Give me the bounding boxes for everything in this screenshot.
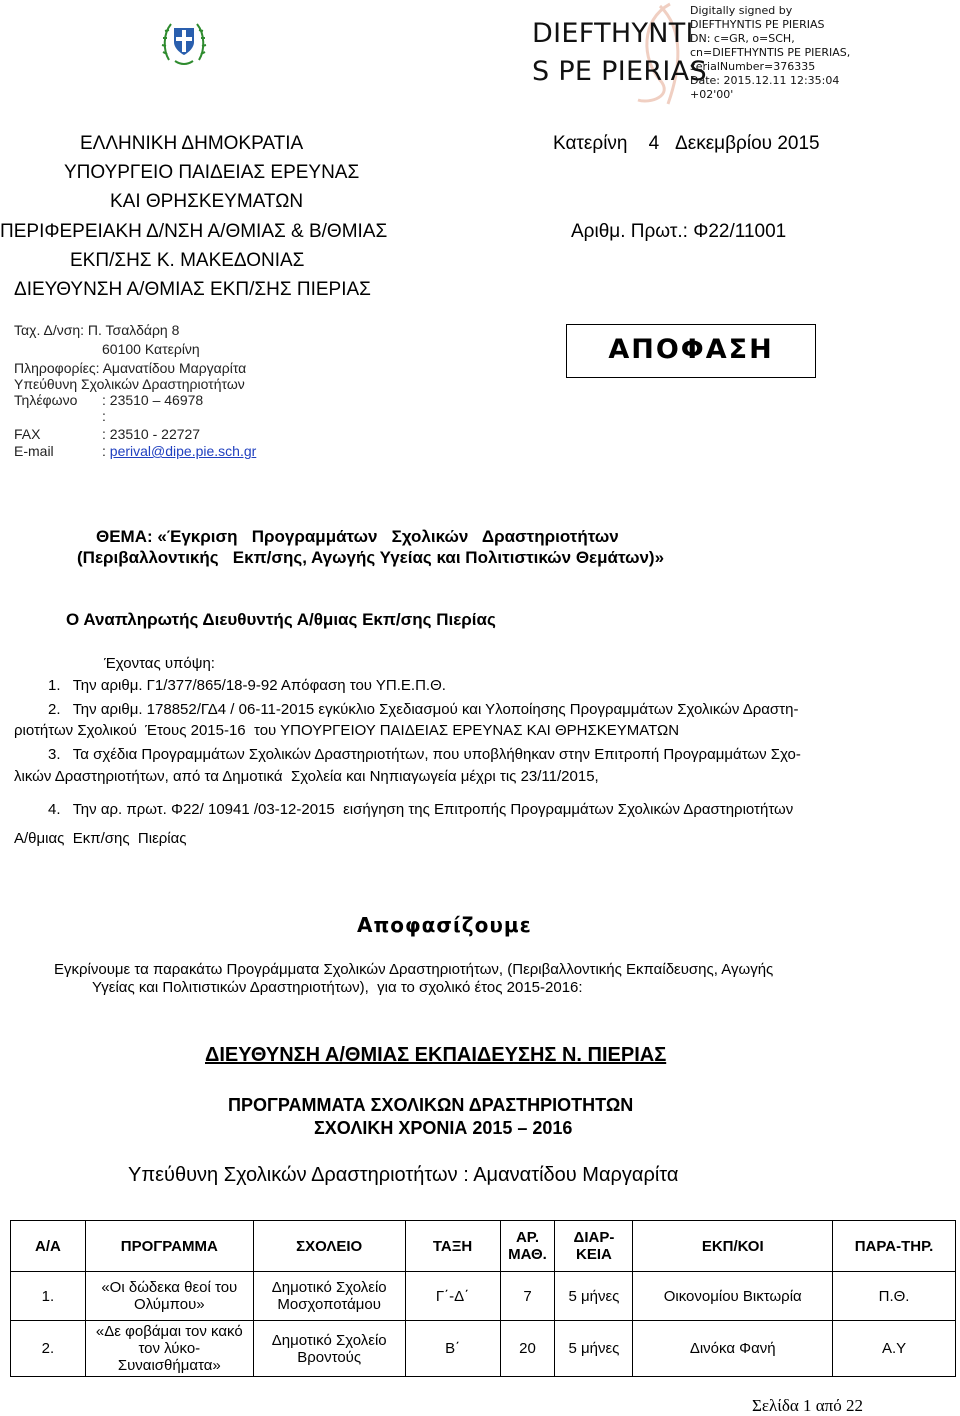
header-school: ΣΧΟΛΕΙΟ [253, 1221, 405, 1272]
date-place: Κατερίνη [553, 133, 628, 154]
signature-detail-line: cn=DIEFTHYNTIS PE PIERIAS, [690, 46, 851, 59]
greek-coat-of-arms-icon [161, 16, 207, 68]
cell-program: «Οι δώδεκα θεοί του Ολύμπου» [85, 1272, 253, 1321]
considering-item-1: 1. Την αριθμ. Γ1/377/865/18-9-92 Απόφαση του ΥΠ.Ε.Π.Θ. [48, 677, 446, 694]
considering-item-2-cont: ριοτήτων Σχολικού Έτους 2015-16 του ΥΠΟΥΡΓΕΙΟΥ ΠΑΙΔΕΙΑΣ ΕΡΕΥΝΑΣ ΚΑΙ ΘΡΗΣΚΕΥΜΑΤΩΝ [14, 722, 680, 739]
contact-role: Υπεύθυνη Σχολικών Δραστηριοτήτων [14, 376, 245, 392]
contact-info-person: Πληροφορίες: Αμανατίδου Μαργαρίτα [14, 360, 247, 376]
header-program: ΠΡΟΓΡΑΜΜΑ [85, 1221, 253, 1272]
considering-heading: Έχοντας υπόψη: [104, 655, 215, 672]
contact-address: Ταχ. Δ/νση: Π. Τσαλδάρη 8 [14, 322, 180, 338]
cell-aa: 1. [11, 1272, 86, 1321]
document-date [553, 133, 820, 155]
programs-table [10, 1220, 956, 1377]
cell-teachers: Οικονομίου Βικτωρία [633, 1272, 833, 1321]
cell-school: Δημοτικό Σχολείο Βροντούς [253, 1321, 405, 1377]
contact-colon: : [102, 408, 106, 424]
signature-detail-line: Digitally signed by [690, 4, 793, 17]
subject-line-2: (Περιβαλλοντικής Εκπ/σης, Αγωγής Υγείας και Πολιτιστικών Θεμάτων)» [77, 548, 665, 567]
cell-school: Δημοτικό Σχολείο Μοσχοποτάμου [253, 1272, 405, 1321]
header-notes: ΠΑΡΑ-ΤΗΡ. [833, 1221, 956, 1272]
approval-line-1: Εγκρίνουμε τα παρακάτω Προγράμματα Σχολικών Δραστηριοτήτων, (Περιβαλλοντικής Εκπαίδευσης, Αγωγής [54, 961, 774, 978]
signature-detail-line: DN: c=GR, o=SCH, [690, 32, 795, 45]
signature-detail-line: +02'00' [690, 88, 734, 101]
cell-class: Β΄ [405, 1321, 500, 1377]
cell-duration: 5 μήνες [555, 1321, 633, 1377]
considering-item-3-cont: λικών Δραστηριοτήτων, από τα Δημοτικά Σχολεία και Νηπιαγωγεία μέχρι τις 23/11/2015, [14, 768, 599, 785]
cell-teachers: Δινόκα Φανή [633, 1321, 833, 1377]
considering-item-4: 4. Την αρ. πρωτ. Φ22/ 10941 /03-12-2015 εισήγηση της Επιτροπής Προγραμμάτων Σχολικών Δραστηριοτήτων [48, 801, 794, 818]
directorate-heading: ΔΙΕΥΘΥΝΣΗ Α/ΘΜΙΑΣ ΕΚΠΑΙΔΕΥΣΗΣ Ν. ΠΙΕΡΙΑΣ [205, 1044, 667, 1066]
signature-detail-line: Date: 2015.12.11 12:35:04 [690, 74, 840, 87]
table-row [11, 1272, 956, 1321]
subject-line-1: ΘΕΜΑ: «Έγκριση Προγραμμάτων Σχολικών Δραστηριοτήτων [96, 527, 619, 546]
cell-students: 20 [500, 1321, 555, 1377]
signature-details [690, 4, 850, 102]
header-students: ΑΡ. ΜΑΘ. [500, 1221, 555, 1272]
header-line-republic: ΕΛΛΗΝΙΚΗ ΔΗΜΟΚΡΑΤΙΑ [80, 133, 304, 154]
contact-phone-value: : 23510 – 46978 [102, 392, 204, 408]
considering-item-2: 2. Την αριθμ. 178852/ΓΔ4 / 06-11-2015 εγκύκλιο Σχεδιασμού και Υλοποίησης Προγραμμάτων Σχολικών Δραστη- [48, 701, 799, 718]
table-row [11, 1321, 956, 1377]
signer-name-line2: S PE PIERIAS [532, 56, 707, 87]
header-duration: ΔΙΑΡ-ΚΕΙΑ [555, 1221, 633, 1272]
contact-fax-label: FAX [14, 426, 41, 442]
header-class: ΤΑΞΗ [405, 1221, 500, 1272]
contact-email-prefix: : [102, 443, 110, 459]
page-footer: Σελίδα 1 από 22 [752, 1396, 864, 1415]
signature-detail-line: serialNumber=376335 [690, 60, 816, 73]
deputy-director-title: Ο Αναπληρωτής Διευθυντής Α/θμιας Εκπ/σης Πιερίας [66, 610, 496, 629]
considering-item-4-cont: Α/θμιας Εκπ/σης Πιερίας [14, 830, 187, 847]
cell-notes: Α.Υ [833, 1321, 956, 1377]
decision-box-label: ΑΠΟΦΑΣΗ [608, 334, 774, 365]
responsible-person: Υπεύθυνη Σχολικών Δραστηριοτήτων : Αμανατίδου Μαργαρίτα [128, 1164, 679, 1186]
date-day: 4 [648, 133, 660, 154]
table-header-row [11, 1221, 956, 1272]
signer-name-line1: DIEFTHYNTI [532, 18, 694, 49]
header-line-directorate: ΔΙΕΥΘΥΝΣΗ Α/ΘΜΙΑΣ ΕΚΠ/ΣΗΣ ΠΙΕΡΙΑΣ [14, 279, 371, 300]
cell-class: Γ΄-Δ΄ [405, 1272, 500, 1321]
approval-line-2: Υγείας και Πολιτιστικών Δραστηριοτήτων), για το σχολικό έτος 2015-2016: [92, 979, 583, 996]
date-month-year: Δεκεμβρίου 2015 [675, 133, 820, 154]
header-line-region-name: ΕΚΠ/ΣΗΣ Κ. ΜΑΚΕΔΟΝΙΑΣ [70, 250, 305, 271]
programs-heading: ΠΡΟΓΡΑΜΜΑΤΑ ΣΧΟΛΙΚΩΝ ΔΡΑΣΤΗΡΙΟΤΗΤΩΝ [228, 1095, 634, 1115]
protocol-number: Αριθμ. Πρωτ.: Φ22/11001 [571, 221, 787, 242]
header-line-ministry: ΥΠΟΥΡΓΕΙΟ ΠΑΙΔΕΙΑΣ ΕΡΕΥΝΑΣ [64, 162, 360, 183]
signature-detail-line: DIEFTHYNTIS PE PIERIAS [690, 18, 825, 31]
contact-fax-value: : 23510 - 22727 [102, 426, 201, 442]
cell-duration: 5 μήνες [555, 1272, 633, 1321]
header-line-ministry-2: ΚΑΙ ΘΡΗΣΚΕΥΜΑΤΩΝ [110, 191, 304, 212]
school-year-heading: ΣΧΟΛΙΚΗ ΧΡΟΝΙΑ 2015 – 2016 [314, 1118, 573, 1138]
contact-email-label: E-mail [14, 443, 54, 459]
considering-item-3: 3. Τα σχέδια Προγραμμάτων Σχολικών Δραστηριοτήτων, που υποβλήθηκαν στην Επιτροπή Προγραμμάτων Σχο- [48, 746, 801, 763]
cell-students: 7 [500, 1272, 555, 1321]
cell-notes: Π.Θ. [833, 1272, 956, 1321]
decide-heading: Αποφασίζουμε [357, 913, 532, 937]
decision-box [566, 324, 816, 378]
email-link[interactable]: perival@dipe.pie.sch.gr [109, 443, 257, 459]
cell-program: «Δε φοβάμαι τον κακό τον λύκο-Συναισθήματα» [85, 1321, 253, 1377]
contact-email [102, 443, 256, 459]
cell-aa: 2. [11, 1321, 86, 1377]
header-aa: Α/Α [11, 1221, 86, 1272]
contact-phone-label: Τηλέφωνο [14, 392, 78, 408]
header-line-regional: ΠΕΡΙΦΕΡΕΙΑΚΗ Δ/ΝΣΗ Α/ΘΜΙΑΣ & Β/ΘΜΙΑΣ [0, 221, 388, 242]
digital-signature [530, 0, 860, 110]
header-teachers: ΕΚΠ/ΚΟΙ [633, 1221, 833, 1272]
contact-city: 60100 Κατερίνη [102, 341, 200, 357]
